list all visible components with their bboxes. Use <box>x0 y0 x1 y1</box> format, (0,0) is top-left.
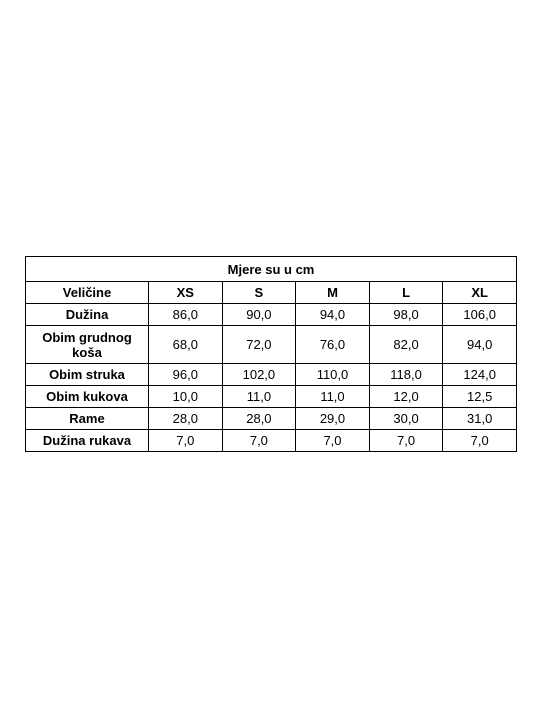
table-caption: Mjere su u cm <box>26 257 517 282</box>
measurement-cell: 82,0 <box>369 326 443 364</box>
measurement-cell: 29,0 <box>296 408 370 430</box>
measurement-cell: 10,0 <box>149 386 223 408</box>
measurement-cell: 90,0 <box>222 304 296 326</box>
size-header: M <box>296 282 370 304</box>
row-label: Dužina rukava <box>26 430 149 452</box>
table-row <box>26 386 517 408</box>
row-label: Dužina <box>26 304 149 326</box>
measurement-cell: 28,0 <box>149 408 223 430</box>
measurement-cell: 11,0 <box>222 386 296 408</box>
size-header: XS <box>149 282 223 304</box>
measurement-cell: 76,0 <box>296 326 370 364</box>
measurement-cell: 98,0 <box>369 304 443 326</box>
measurement-cell: 96,0 <box>149 364 223 386</box>
size-header: L <box>369 282 443 304</box>
size-chart-table <box>25 256 517 452</box>
measurement-cell: 7,0 <box>443 430 517 452</box>
measurement-cell: 68,0 <box>149 326 223 364</box>
measurement-cell: 72,0 <box>222 326 296 364</box>
table-row <box>26 304 517 326</box>
header-row <box>26 282 517 304</box>
measurement-cell: 30,0 <box>369 408 443 430</box>
measurement-cell: 86,0 <box>149 304 223 326</box>
table-row <box>26 408 517 430</box>
measurement-cell: 118,0 <box>369 364 443 386</box>
table-row <box>26 364 517 386</box>
table-row <box>26 326 517 364</box>
measurement-cell: 124,0 <box>443 364 517 386</box>
size-header: S <box>222 282 296 304</box>
measurement-cell: 11,0 <box>296 386 370 408</box>
size-header: XL <box>443 282 517 304</box>
measurement-cell: 12,0 <box>369 386 443 408</box>
measurement-cell: 102,0 <box>222 364 296 386</box>
row-label: Obim grudnog koša <box>26 326 149 364</box>
measurement-cell: 28,0 <box>222 408 296 430</box>
measurement-cell: 7,0 <box>369 430 443 452</box>
measurement-cell: 7,0 <box>222 430 296 452</box>
measurement-cell: 110,0 <box>296 364 370 386</box>
row-label: Obim struka <box>26 364 149 386</box>
table-row <box>26 430 517 452</box>
measurement-cell: 31,0 <box>443 408 517 430</box>
measurement-cell: 106,0 <box>443 304 517 326</box>
measurement-cell: 94,0 <box>443 326 517 364</box>
header-corner-label: Veličine <box>26 282 149 304</box>
caption-row <box>26 257 517 282</box>
measurement-cell: 12,5 <box>443 386 517 408</box>
measurement-cell: 94,0 <box>296 304 370 326</box>
row-label: Rame <box>26 408 149 430</box>
measurement-cell: 7,0 <box>149 430 223 452</box>
row-label: Obim kukova <box>26 386 149 408</box>
measurement-cell: 7,0 <box>296 430 370 452</box>
